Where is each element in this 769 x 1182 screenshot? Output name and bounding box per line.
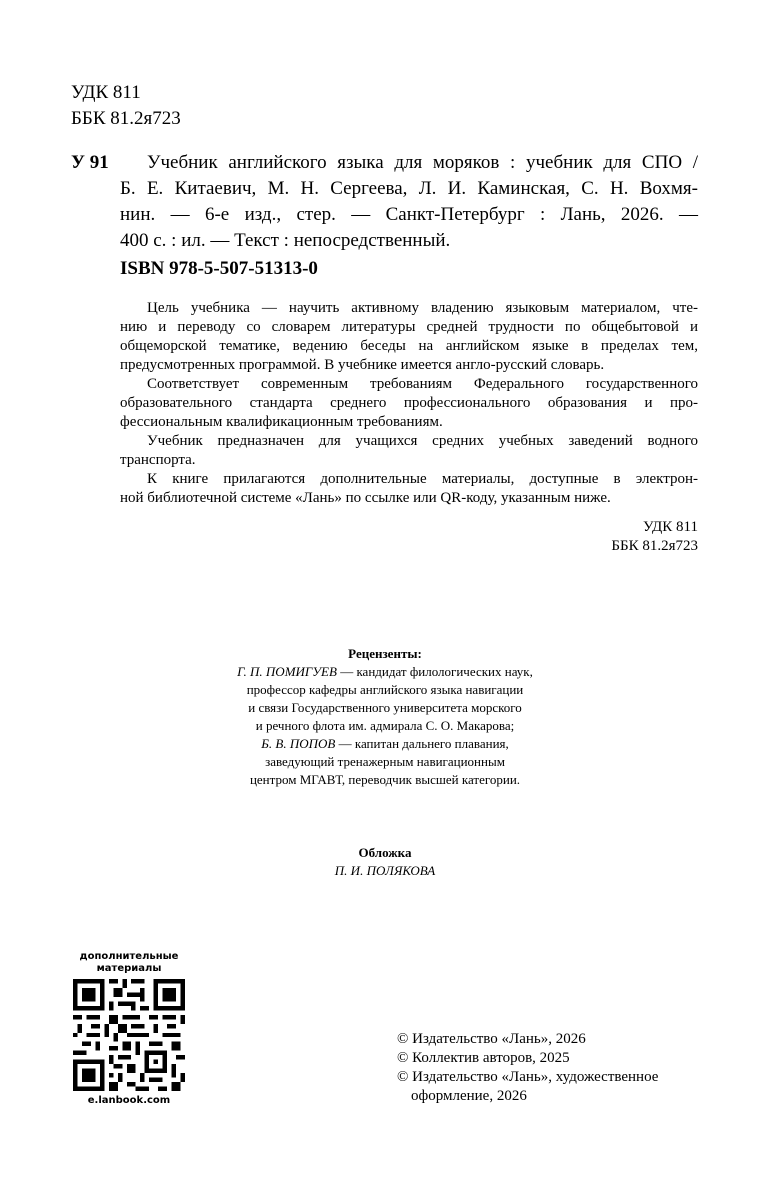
bottom-classification xyxy=(520,518,698,556)
reviewer-line: Б. В. ПОПОВ — капитан дальнего плавания, xyxy=(261,736,509,751)
abstract-line: Цель учебника — научить активному владению языковым материалом, чте- xyxy=(147,300,698,316)
copyright-block xyxy=(397,1030,697,1106)
biblio-line: нин. — 6-е изд., стер. — Санкт-Петербург : Лань, 2026. — xyxy=(120,204,698,225)
author-mark: У 91 xyxy=(71,152,109,173)
biblio-line: 400 с. : ил. — Текст : непосредственный. xyxy=(120,230,451,251)
reviewer-line: и речного флота им. адмирала С. О. Макарова; xyxy=(255,718,515,733)
isbn: ISBN 978-5-507-51313-0 xyxy=(120,258,318,279)
bbk-code: ББК 81.2я723 xyxy=(611,538,698,554)
bibliographic-description xyxy=(120,150,698,254)
abstract xyxy=(120,299,698,508)
copyright-line: оформление, 2026 xyxy=(411,1088,527,1104)
abstract-line: предусмотренных программой. В учебнике имеется англо-русский словарь. xyxy=(120,357,605,373)
reviewer-name: Б. В. ПОПОВ xyxy=(261,736,336,751)
reviewer-line: заведующий тренажерным навигационным xyxy=(265,754,505,769)
copyright-line: © Издательство «Лань», художественное xyxy=(397,1069,659,1085)
reviewer-line: центром МГАВТ, переводчик высшей категории. xyxy=(249,772,521,787)
biblio-line: Б. Е. Китаевич, М. Н. Сергеева, Л. И. Каминская, С. Н. Вохмя- xyxy=(120,178,698,199)
reviewer-line: и связи Государственного университета морского xyxy=(248,700,522,715)
qr-code-icon[interactable] xyxy=(73,979,185,1091)
copyright-line: © Издательство «Лань», 2026 xyxy=(397,1031,586,1047)
abstract-line: нию и переводу со словарем литературы средней трудности по общебытовой и xyxy=(120,319,698,335)
abstract-line: образовательного стандарта среднего профессионального образования и про- xyxy=(120,395,698,411)
udk-code: УДК 811 xyxy=(71,82,141,103)
qr-block xyxy=(71,951,187,1107)
abstract-line: Соответствует современным требованиям Федерального государственного xyxy=(147,376,698,392)
qr-caption: дополнительные материалы xyxy=(79,951,179,974)
biblio-line: Учебник английского языка для моряков : учебник для СПО / xyxy=(147,152,698,173)
cover-credit xyxy=(230,844,540,880)
reviewers-block xyxy=(180,645,590,789)
abstract-line: транспорта. xyxy=(120,452,196,468)
reviewers-heading: Рецензенты: xyxy=(348,646,422,661)
abstract-line: фессиональным квалификационным требованиям. xyxy=(120,414,443,430)
abstract-line: ной библиотечной системе «Лань» по ссылке или QR-коду, указанным ниже. xyxy=(120,490,611,506)
reviewer-name: Г. П. ПОМИГУЕВ xyxy=(237,664,337,679)
abstract-line: К книге прилагаются дополнительные материалы, доступные в электрон- xyxy=(147,471,698,487)
reviewer-line: Г. П. ПОМИГУЕВ — кандидат филологических наук, xyxy=(237,664,533,679)
qr-url[interactable]: e.lanbook.com xyxy=(87,1095,171,1106)
copyright-line: © Коллектив авторов, 2025 xyxy=(397,1050,570,1066)
cover-artist: П. И. ПОЛЯКОВА xyxy=(334,863,436,878)
abstract-line: Учебник предназначен для учащихся средних учебных заведений водного xyxy=(147,433,698,449)
reviewer-line: профессор кафедры английского языка навигации xyxy=(246,682,524,697)
top-classification xyxy=(71,80,181,132)
bbk-code: ББК 81.2я723 xyxy=(71,108,181,129)
udk-code: УДК 811 xyxy=(642,519,698,535)
abstract-line: общеморской тематике, ведению беседы на английском языке в пределах тем, xyxy=(120,338,698,354)
cover-heading: Обложка xyxy=(358,845,412,860)
